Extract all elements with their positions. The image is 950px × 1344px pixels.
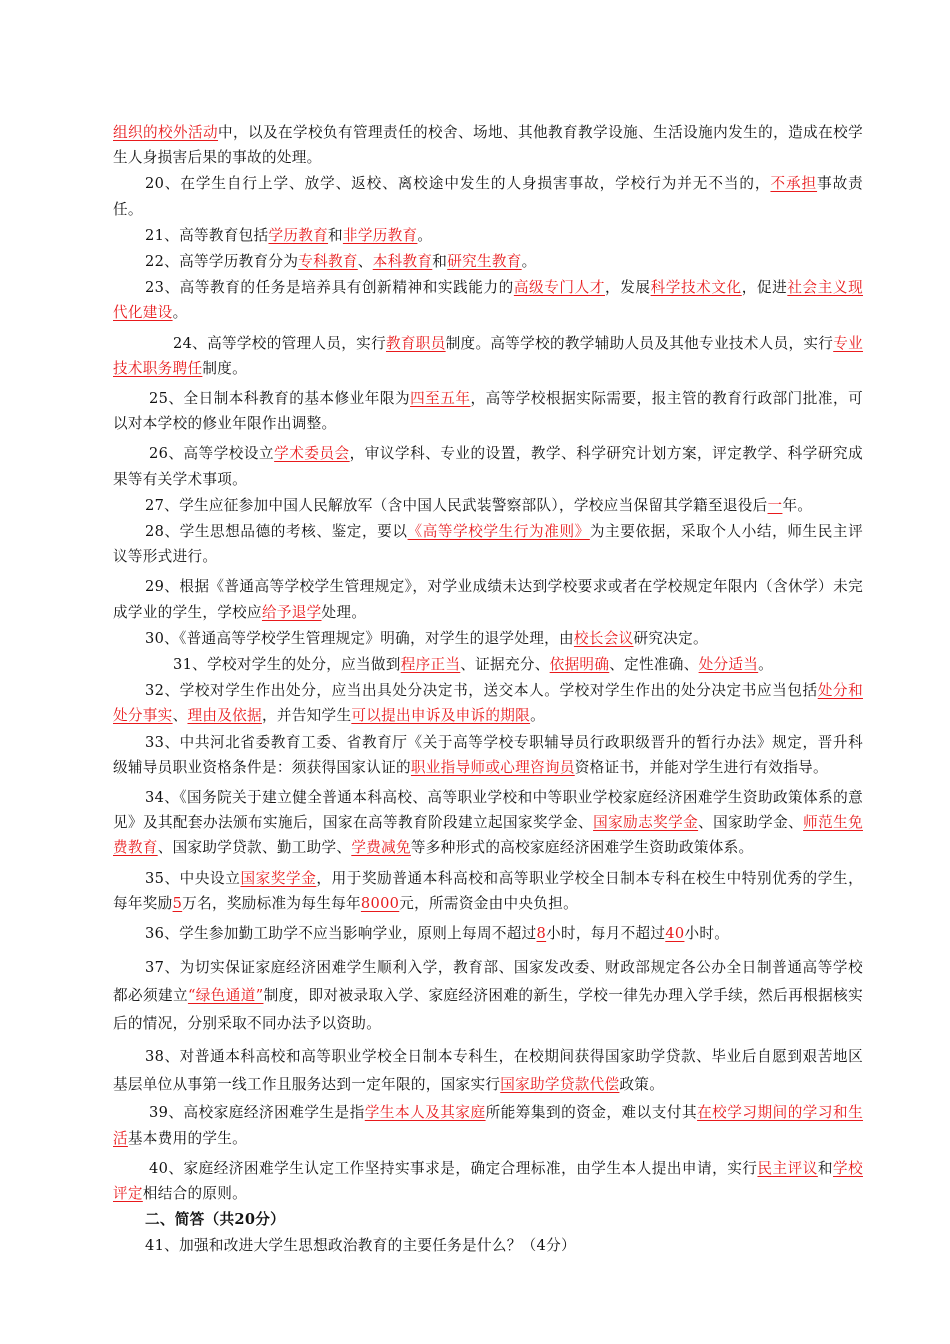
- text-run: 33、中共河北省委教育工委、省教育厅《关于高等学校专职辅导员行政职级晋升的暂行办法》规定，晋升科级辅导员职业资格条件是：须获得国家认证的: [113, 733, 863, 776]
- text-run: 24、高等学校的管理人员，实行: [173, 334, 386, 352]
- paragraph-21: [113, 223, 863, 248]
- text-run: 制度。高等学校的教学辅助人员及其他专业技术人员，实行: [445, 334, 834, 352]
- answer-fill: 专科教育: [298, 253, 358, 271]
- paragraph-39: [113, 1100, 863, 1150]
- paragraph-31: [113, 652, 863, 677]
- paragraph-22: [113, 249, 863, 274]
- text-run: 等多种形式的高校家庭经济困难学生资助政策体系。: [410, 839, 754, 857]
- answer-fill: 8: [536, 925, 547, 943]
- text-run: 31、学校对学生的处分，应当做到: [173, 656, 401, 674]
- text-run: 。: [758, 656, 774, 674]
- text-run: 、: [357, 253, 373, 271]
- answer-fill: 职业指导师或心理咨询员: [410, 758, 575, 776]
- text-run: 32、学校对学生作出处分，应当出具处分决定书，送交本人。学校对学生作出的处分决定书应当包括: [145, 682, 818, 700]
- text-run: 30、《普通高等学校学生管理规定》明确，对学生的退学处理，由: [145, 629, 574, 647]
- paragraph-25: [113, 386, 863, 436]
- text-run: 小时。: [684, 925, 730, 943]
- paragraph-34: [113, 785, 863, 861]
- paragraph-24: [113, 331, 863, 381]
- answer-fill: 40: [665, 925, 685, 943]
- text-run: 元，所需资金由中央负担。: [399, 894, 578, 912]
- document-page: [113, 120, 863, 1260]
- text-run: ，促进: [741, 279, 788, 297]
- text-run: 21、高等教育包括: [145, 226, 269, 244]
- paragraph-33: [113, 730, 863, 780]
- paragraph-38: [113, 1043, 863, 1099]
- question-41: 41、加强和改进大学生思想政治教育的主要任务是什么？（4分）: [145, 1237, 576, 1255]
- text-run: 23、高等教育的任务是培养具有创新精神和实践能力的: [145, 279, 514, 297]
- text-run: 37、为切实保证家庭经济困难学生顺利入学，教育部、国家发改委、财政部规定各公办全日制普通高等学校都必须建立: [113, 959, 863, 1005]
- text-run: 中，以及在学校负有管理责任的校舍、场地、其他教育教学设施、生活设施内发生的，造成在校学生人身损害后果的事故的处理。: [113, 124, 863, 167]
- text-run: 、定性准确、: [609, 656, 699, 674]
- answer-fill: 国家助学贷款代偿: [500, 1076, 620, 1094]
- answer-fill: 依据明确: [549, 656, 610, 674]
- paragraph-30: [113, 626, 863, 651]
- answer-fill: “绿色通道”: [187, 987, 264, 1005]
- answer-fill: 在校学习期间的学习和生活: [113, 1104, 864, 1147]
- text-run: 。: [521, 253, 537, 271]
- text-run: 26、高等学校设立: [149, 445, 275, 463]
- paragraph-29: [113, 574, 863, 624]
- text-run: 39、高校家庭经济困难学生是指: [149, 1104, 365, 1122]
- paragraph-36: [113, 921, 863, 946]
- text-run: 相结合的原则。: [142, 1184, 248, 1202]
- text-run: 36、学生参加勤工助学不应当影响学业，原则上每周不超过: [145, 925, 537, 943]
- text-run: ，发展: [605, 279, 651, 297]
- answer-fill: 研究生教育: [447, 253, 522, 271]
- paragraph-40: [113, 1156, 863, 1206]
- answer-fill: 科学技术文化: [650, 279, 742, 297]
- answer-fill: 专业技术职务聘任: [113, 334, 864, 377]
- answer-fill: 5: [172, 894, 183, 912]
- answer-fill: 8000: [360, 894, 400, 912]
- text-run: 年。: [782, 496, 813, 514]
- text-run: 38、对普通本科高校和高等职业学校全日制本专科生，在校期间获得国家助学贷款、毕业后自愿到艰苦地区基层单位从事第一线工作且服务达到一定年限的，国家实行: [113, 1048, 863, 1094]
- text-run: 制度。: [202, 359, 248, 377]
- paragraph-19-continued: [113, 120, 863, 170]
- text-run: 28、学生思想品德的考核、鉴定，要以: [145, 523, 408, 541]
- paragraph-28: [113, 519, 863, 569]
- text-run: 、国家助学金、: [698, 814, 804, 832]
- text-run: 27、学生应征参加中国人民解放军（含中国人民武装警察部队），学校应当保留其学籍至退役后: [145, 496, 768, 514]
- text-run: 制度，即对被录取入学、家庭经济困难的新生，学校一律先办理入学手续，然后再根据核实后的情况，分别采取不同办法予以资助。: [113, 987, 863, 1033]
- paragraph-20: [113, 171, 863, 221]
- paragraph-27: [113, 493, 863, 518]
- text-run: 29、根据《普通高等学校学生管理规定》，对学业成绩未达到学校要求或者在学校规定年限内（含休学）未完成学业的学生，学校应: [113, 578, 863, 621]
- answer-fill: 四至五年: [410, 390, 471, 408]
- answer-fill: 教育职员: [385, 334, 446, 352]
- text-run: 和: [432, 253, 448, 271]
- answer-fill: 社会主义现代化建设: [113, 279, 863, 322]
- text-run: ，并告知学生: [261, 707, 352, 725]
- text-run: 、证据充分、: [460, 656, 550, 674]
- answer-fill: 高级专门人才: [513, 279, 606, 297]
- text-run: 、: [172, 707, 188, 725]
- answer-fill: 程序正当: [400, 656, 461, 674]
- answer-fill: 学费减免: [351, 839, 411, 857]
- text-run: 小时，每月不超过: [546, 925, 666, 943]
- text-run: 事故责任。: [113, 175, 863, 218]
- text-run: 。: [172, 304, 188, 322]
- answer-fill: 处分和处分事实: [113, 682, 863, 725]
- text-run: 研究决定。: [633, 629, 708, 647]
- answer-fill: 一: [767, 496, 783, 514]
- answer-fill: 组织的校外活动: [113, 124, 219, 141]
- text-run: 处理。: [321, 603, 367, 621]
- answer-fill: 学校评定: [113, 1159, 863, 1202]
- answer-fill: 学术委员会: [274, 445, 350, 463]
- answer-fill: 不承担: [770, 175, 818, 193]
- answer-fill: 非学历教育: [342, 226, 418, 244]
- text-run: 34、《国务院关于建立健全普通本科高校、高等职业学校和中等职业学校家庭经济困难学生资助政策体系的意见》及其配套办法颁布实施后，国家在高等教育阶段建立起国家奖学金、: [113, 789, 863, 832]
- answer-fill: 民主评议: [757, 1159, 818, 1177]
- text-run: 20、在学生自行上学、放学、返校、离校途中发生的人身损害事故，学校行为并无不当的，: [145, 175, 771, 193]
- answer-fill: 校长会议: [573, 629, 634, 647]
- answer-fill: 可以提出申诉及申诉的期限: [351, 707, 531, 725]
- paragraph-23: [113, 275, 863, 325]
- answer-fill: 给予退学: [261, 603, 322, 621]
- text-run: 所能筹集到的资金，难以支付其: [485, 1104, 698, 1122]
- text-run: 25、全日制本科教育的基本修业年限为: [149, 390, 411, 408]
- answer-fill: 《高等学校学生行为准则》: [407, 523, 590, 541]
- answer-fill: 本科教育: [372, 253, 433, 271]
- text-run: 35、中央设立: [145, 869, 241, 887]
- text-run: 。: [530, 707, 545, 725]
- paragraph-26: [113, 441, 863, 491]
- text-run: 基本费用的学生。: [127, 1129, 248, 1147]
- text-run: 40、家庭经济困难学生认定工作坚持实事求是，确定合理标准，由学生本人提出申请，实行: [149, 1159, 758, 1177]
- answer-fill: 学历教育: [268, 226, 329, 244]
- text-run: 万名，奖励标准为每生每年: [182, 894, 361, 912]
- text-run: 和: [328, 226, 343, 244]
- text-run: 政策。: [619, 1076, 665, 1094]
- text-run: 、国家助学贷款、勤工助学、: [157, 839, 352, 857]
- text-run: 22、高等学历教育分为: [145, 253, 299, 271]
- answer-fill: 国家励志奖学金: [593, 814, 699, 832]
- paragraph-35: [113, 866, 863, 916]
- paragraph-32: [113, 678, 863, 728]
- text-run: 。: [417, 226, 433, 244]
- answer-fill: 国家奖学金: [240, 869, 317, 887]
- text-run: 为主要依据，采取个人小结，师生民主评议等形式进行。: [113, 523, 863, 566]
- answer-fill: 学生本人及其家庭: [364, 1104, 486, 1122]
- section-heading: 二、简答（共20分）: [145, 1211, 286, 1229]
- text-run: 资格证书，并能对学生进行有效指导。: [574, 758, 828, 776]
- paragraph-37: [113, 954, 863, 1038]
- answer-fill: 理由及依据: [187, 707, 262, 725]
- text-run: ，审议学科、专业的设置，教学、科学研究计划方案，评定教学、科学研究成果等有关学术事项。: [113, 445, 863, 488]
- text-run: 和: [817, 1159, 833, 1177]
- answer-fill: 师范生免费教育: [113, 814, 863, 857]
- text-run: ，高等学校根据实际需要，报主管的教育行政部门批准，可以对本学校的修业年限作出调整。: [113, 390, 863, 433]
- answer-fill: 处分适当: [698, 656, 759, 674]
- text-run: ，用于奖励普通本科高校和高等职业学校全日制本专科在校生中特别优秀的学生，每年奖励: [113, 869, 863, 912]
